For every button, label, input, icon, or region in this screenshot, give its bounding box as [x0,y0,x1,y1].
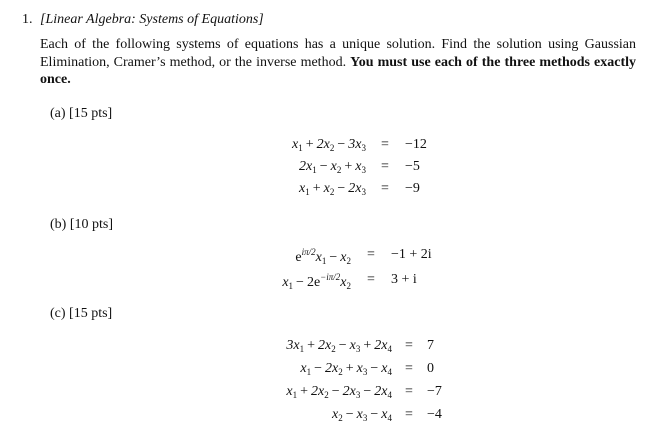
equation-rhs: 0 [427,361,434,376]
equation-lhs: $2x_1 - x_2 + x_3$ [299,159,366,175]
part-b-label: (b) [10 pts] [50,217,113,232]
instructions-emphasis: You must use each of the three methods exactly once. [40,54,637,87]
equation-lhs: $x_1 + 2x_2 - 3x_3$ [292,137,366,153]
equation-relation: = [381,181,389,196]
equation-row [0,272,654,292]
problem-instructions [40,36,636,89]
equation-row [0,247,654,267]
equation-row [0,338,654,356]
equation-lhs: $x_1 - 2e^{-i\pi/2}x_2$ [282,272,351,291]
part-c-label: (c) [15 pts] [50,306,113,321]
part-a-label: (a) [15 pts] [50,106,113,121]
equation-lhs: $e^{i\pi/2}x_1 - x_2$ [295,247,351,266]
equation-row [0,159,654,177]
equation-relation: = [381,137,389,152]
equation-relation: = [405,361,413,376]
equation-rhs: −12 [405,137,427,152]
equation-lhs: $3x_1 + 2x_2 - x_3 + 2x_4$ [286,338,392,354]
equation-relation: = [405,338,413,353]
equation-row [0,384,654,402]
equation-row [0,361,654,379]
problem-topic: [Linear Algebra: Systems of Equations] [40,12,264,27]
equation-rhs: −9 [405,181,420,196]
equation-lhs: $x_1 - 2x_2 + x_3 - x_4$ [300,361,392,377]
equation-relation: = [367,247,375,262]
equation-rhs: 7 [427,338,434,353]
problem-number: 1. [22,12,33,27]
equation-rhs: −7 [427,384,442,399]
equation-row [0,137,654,155]
equation-lhs: $x_1 + 2x_2 - 2x_3 - 2x_4$ [286,384,392,400]
equation-relation: = [381,159,389,174]
equation-rhs: −5 [405,159,420,174]
equation-lhs: $x_2 - x_3 - x_4$ [332,407,392,423]
instructions-text: Each of the following systems of equations has a unique solution. Find the solution using Gaussian Elimination, Cramer’s method, or the inverse method. [40,37,636,70]
equation-rhs: −1 + 2i [391,247,432,262]
equation-relation: = [405,384,413,399]
equation-rhs: 3 + i [391,272,417,287]
equation-row [0,407,654,425]
equation-rhs: −4 [427,407,442,422]
equation-lhs: $x_1 + x_2 - 2x_3$ [299,181,366,197]
equation-relation: = [367,272,375,287]
equation-relation: = [405,407,413,422]
equation-row [0,181,654,199]
